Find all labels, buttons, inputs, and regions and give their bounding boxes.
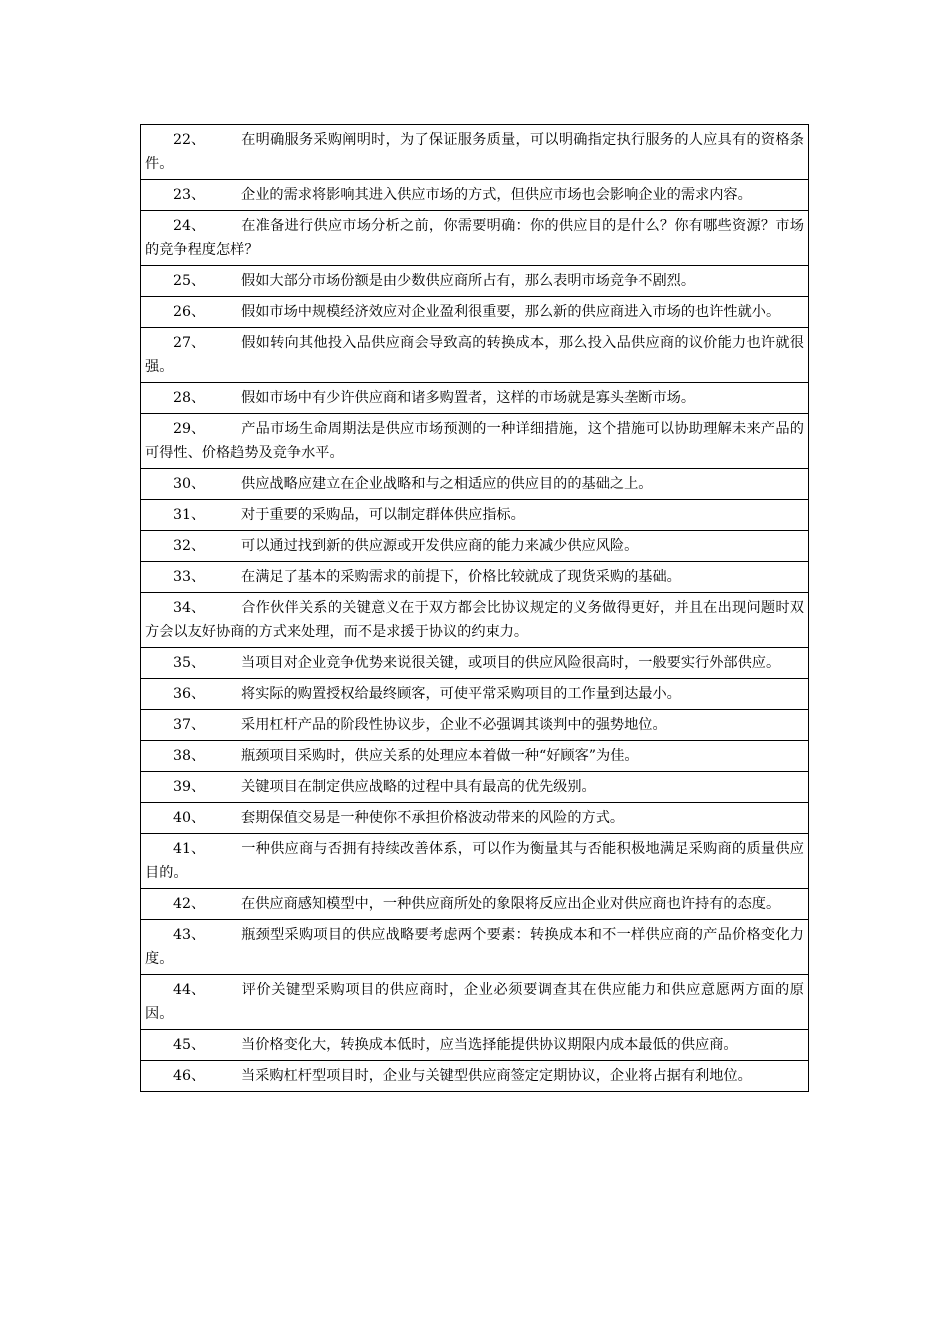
question-text: 当价格变化大，转换成本低时，应当选择能提供协议期限内成本最低的供应商。 xyxy=(241,1037,738,1053)
question-row xyxy=(141,180,809,211)
question-cell xyxy=(141,803,809,834)
question-cell xyxy=(141,834,809,889)
question-number: 36、 xyxy=(173,686,206,702)
question-row xyxy=(141,889,809,920)
question-text: 关键项目在制定供应战略的过程中具有最高的优先级别。 xyxy=(241,779,596,795)
question-cell xyxy=(141,414,809,469)
question-row xyxy=(141,834,809,889)
question-row xyxy=(141,328,809,383)
question-row xyxy=(141,297,809,328)
question-text: 一种供应商与否拥有持续改善体系，可以作为衡量其与否能积极地满足采购商的质量供应目的。 xyxy=(145,841,804,881)
question-cell xyxy=(141,648,809,679)
question-cell xyxy=(141,772,809,803)
question-cell xyxy=(141,531,809,562)
question-text: 采用杠杆产品的阶段性协议步，企业不必强调其谈判中的强势地位。 xyxy=(241,717,667,733)
question-number: 44、 xyxy=(173,982,206,998)
question-cell xyxy=(141,562,809,593)
question-text: 企业的需求将影响其进入供应市场的方式，但供应市场也会影响企业的需求内容。 xyxy=(241,187,752,203)
question-table xyxy=(140,124,809,1092)
question-row xyxy=(141,562,809,593)
question-number: 45、 xyxy=(173,1037,206,1053)
question-row xyxy=(141,920,809,975)
question-cell xyxy=(141,920,809,975)
question-cell xyxy=(141,975,809,1030)
question-cell xyxy=(141,125,809,180)
question-cell xyxy=(141,211,809,266)
question-number: 33、 xyxy=(173,569,206,585)
question-row xyxy=(141,803,809,834)
question-number: 41、 xyxy=(173,841,206,857)
question-row xyxy=(141,593,809,648)
question-cell xyxy=(141,593,809,648)
question-text: 假如大部分市场份额是由少数供应商所占有，那么表明市场竞争不剧烈。 xyxy=(241,273,696,289)
question-text: 可以通过找到新的供应源或开发供应商的能力来减少供应风险。 xyxy=(241,538,639,554)
question-number: 31、 xyxy=(173,507,206,523)
question-number: 32、 xyxy=(173,538,206,554)
question-row xyxy=(141,741,809,772)
question-text: 当采购杠杆型项目时，企业与关键型供应商签定定期协议，企业将占据有利地位。 xyxy=(241,1068,752,1084)
question-text: 假如转向其他投入品供应商会导致高的转换成本，那么投入品供应商的议价能力也许就很强。 xyxy=(145,335,804,375)
question-text: 假如市场中规模经济效应对企业盈利很重要，那么新的供应商进入市场的也许性就小。 xyxy=(241,304,781,320)
question-list xyxy=(141,125,809,1092)
question-row xyxy=(141,772,809,803)
question-cell xyxy=(141,328,809,383)
question-row xyxy=(141,469,809,500)
question-row xyxy=(141,414,809,469)
question-text: 套期保值交易是一种使你不承担价格波动带来的风险的方式。 xyxy=(241,810,625,826)
question-row xyxy=(141,531,809,562)
question-row xyxy=(141,211,809,266)
question-cell xyxy=(141,889,809,920)
question-text: 评价关键型采购项目的供应商时，企业必须要调查其在供应能力和供应意愿两方面的原因。 xyxy=(145,982,804,1022)
question-cell xyxy=(141,297,809,328)
question-text: 瓶颈型采购项目的供应战略要考虑两个要素：转换成本和不一样供应商的产品价格变化力度。 xyxy=(145,927,804,967)
question-cell xyxy=(141,180,809,211)
question-text: 在供应商感知模型中，一种供应商所处的象限将反应出企业对供应商也许持有的态度。 xyxy=(241,896,781,912)
question-number: 46、 xyxy=(173,1068,206,1084)
question-text: 当项目对企业竞争优势来说很关键，或项目的供应风险很高时，一般要实行外部供应。 xyxy=(241,655,781,671)
question-cell xyxy=(141,710,809,741)
question-row xyxy=(141,1061,809,1092)
question-text: 产品市场生命周期法是供应市场预测的一种详细措施，这个措施可以协助理解未来产品的可得性、价格趋势及竞争水平。 xyxy=(145,421,804,461)
question-number: 23、 xyxy=(173,187,206,203)
question-number: 43、 xyxy=(173,927,206,943)
question-cell xyxy=(141,383,809,414)
question-text: 在满足了基本的采购需求的前提下，价格比较就成了现货采购的基础。 xyxy=(241,569,681,585)
question-cell xyxy=(141,1030,809,1061)
question-number: 42、 xyxy=(173,896,206,912)
question-number: 24、 xyxy=(173,218,206,234)
question-cell xyxy=(141,1061,809,1092)
question-text: 对于重要的采购品，可以制定群体供应指标。 xyxy=(241,507,525,523)
question-cell xyxy=(141,679,809,710)
question-cell xyxy=(141,500,809,531)
question-number: 37、 xyxy=(173,717,206,733)
question-text: 在准备进行供应市场分析之前，你需要明确：你的供应目的是什么？你有哪些资源？市场的竞争程度怎样？ xyxy=(145,218,804,258)
question-row xyxy=(141,975,809,1030)
question-text: 供应战略应建立在企业战略和与之相适应的供应目的的基础之上。 xyxy=(241,476,653,492)
question-number: 39、 xyxy=(173,779,206,795)
question-number: 26、 xyxy=(173,304,206,320)
question-text: 瓶颈项目采购时，供应关系的处理应本着做一种“好顾客”为佳。 xyxy=(241,748,639,764)
question-number: 38、 xyxy=(173,748,206,764)
question-row xyxy=(141,679,809,710)
question-number: 35、 xyxy=(173,655,206,671)
question-row xyxy=(141,648,809,679)
question-row xyxy=(141,383,809,414)
question-row xyxy=(141,266,809,297)
question-cell xyxy=(141,469,809,500)
question-text: 在明确服务采购阐明时，为了保证服务质量，可以明确指定执行服务的人应具有的资格条件。 xyxy=(145,132,804,172)
question-number: 30、 xyxy=(173,476,206,492)
question-row xyxy=(141,1030,809,1061)
question-row xyxy=(141,710,809,741)
question-number: 29、 xyxy=(173,421,206,437)
question-row xyxy=(141,125,809,180)
question-text: 假如市场中有少许供应商和诸多购置者，这样的市场就是寡头垄断市场。 xyxy=(241,390,696,406)
question-number: 28、 xyxy=(173,390,206,406)
question-text: 将实际的购置授权给最终顾客，可使平常采购项目的工作量到达最小。 xyxy=(241,686,681,702)
question-cell xyxy=(141,266,809,297)
question-number: 25、 xyxy=(173,273,206,289)
question-text: 合作伙伴关系的关键意义在于双方都会比协议规定的义务做得更好，并且在出现问题时双方会以友好协商的方式来处理，而不是求援于协议的约束力。 xyxy=(145,600,804,640)
question-row xyxy=(141,500,809,531)
question-number: 27、 xyxy=(173,335,206,351)
question-number: 22、 xyxy=(173,132,206,148)
question-cell xyxy=(141,741,809,772)
question-number: 40、 xyxy=(173,810,206,826)
question-number: 34、 xyxy=(173,600,206,616)
